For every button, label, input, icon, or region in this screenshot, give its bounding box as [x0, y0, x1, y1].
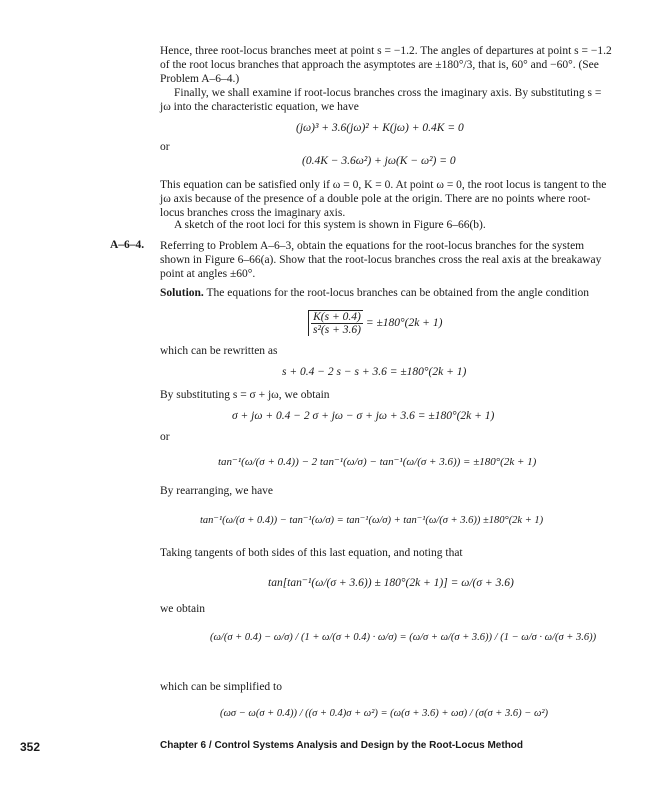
equation-1: (jω)³ + 3.6(jω)² + K(jω) + 0.4K = 0 — [296, 122, 464, 134]
equation-5: σ + jω + 0.4 − 2 σ + jω − σ + jω + 3.6 = ±180°(2k + 1) — [232, 410, 495, 422]
equation-8: tan[tan⁻¹(ω/(σ + 3.6)) ± 180°(2k + 1)] = ω/(σ + 3.6) — [268, 577, 514, 589]
rewritten: which can be rewritten as — [160, 345, 278, 357]
or-1: or — [160, 141, 170, 153]
equation-4: s + 0.4 − 2 s − s + 3.6 = ±180°(2k + 1) — [282, 366, 467, 378]
paragraph-1 — [160, 44, 612, 87]
or-2: or — [160, 431, 170, 443]
equation-2: (0.4K − 3.6ω²) + jω(K − ω²) = 0 — [302, 155, 456, 167]
simplified: which can be simplified to — [160, 681, 282, 693]
paragraph-1-text: Hence, three root-locus branches meet at point s = −1.2. The angles of departures at point s = −1.2 of the root locus branches that approach the asymptotes are ±180°/3, that is, 60° and −60°. (See Problem A–6–4.) — [160, 45, 612, 86]
problem-label: A–6–4. — [110, 239, 145, 251]
chapter-footer: Chapter 6 / Control Systems Analysis and Design by the Root-Locus Method — [160, 740, 524, 751]
paragraph-2 — [160, 86, 612, 114]
paragraph-4 — [160, 218, 612, 232]
paragraph-3 — [160, 178, 612, 221]
equation-7: tan⁻¹(ω/(σ + 0.4)) − tan⁻¹(ω/σ) = tan⁻¹(ω/σ) + tan⁻¹(ω/(σ + 3.6)) ±180°(2k + 1) — [200, 515, 544, 526]
substituting: By substituting s = σ + jω, we obtain — [160, 389, 330, 401]
paragraph-3-text: This equation can be satisfied only if ω = 0, K = 0. At point ω = 0, the root locus is tangent to the jω axis because of the presence of a double pole at the origin. There are no points where root-locus branches cross the imaginary axis. — [160, 179, 607, 220]
taking: Taking tangents of both sides of this last equation, and noting that — [160, 547, 463, 559]
rearranging: By rearranging, we have — [160, 485, 274, 497]
page-number: 352 — [20, 740, 41, 754]
equation-6: tan⁻¹(ω/(σ + 0.4)) − 2 tan⁻¹(ω/σ) − tan⁻¹(ω/(σ + 3.6)) = ±180°(2k + 1) — [218, 456, 537, 468]
problem-text: Referring to Problem A–6–3, obtain the equations for the root-locus branches for the system shown in Figure 6–66(a). Show that the root-locus branches cross the real axis at the breakaway point at angles ±60°. — [160, 240, 602, 281]
equation-3: $\frac{K(s + 0.4)}{\text{s²(s + 3.6)}}$ = ±180°(2k + 1) — [308, 310, 442, 336]
paragraph-4-text: A sketch of the root loci for this system is shown in Figure 6–66(b). — [174, 219, 486, 231]
obtain: we obtain — [160, 603, 206, 615]
paragraph-2-text: Finally, we shall examine if root-locus branches cross the imaginary axis. By substituting s = jω into the characteristic equation, we have — [160, 87, 602, 114]
solution-paragraph — [160, 286, 612, 300]
equation-9: (ω/(σ + 0.4) − ω/σ) / (1 + ω/(σ + 0.4) · ω/σ) = (ω/σ + ω/(σ + 3.6)) / (1 − ω/σ · ω/(σ + 3.6)) — [210, 632, 597, 643]
solution-label: Solution. — [160, 287, 204, 299]
solution-text: The equations for the root-locus branches can be obtained from the angle condition — [206, 287, 590, 299]
equation-10: (ωσ − ω(σ + 0.4)) / ((σ + 0.4)σ + ω²) = (ω(σ + 3.6) + ωσ) / (σ(σ + 3.6) − ω²) — [220, 708, 549, 719]
